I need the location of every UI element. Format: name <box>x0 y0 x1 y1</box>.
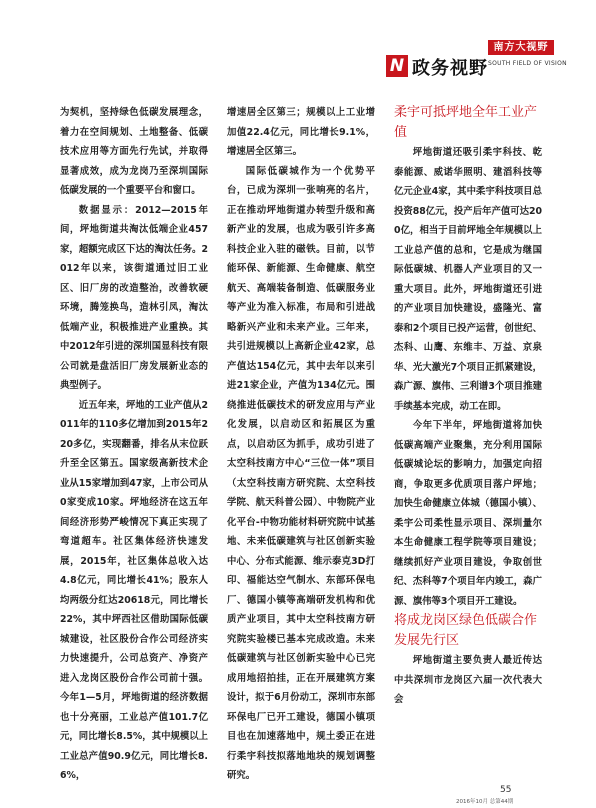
paragraph: 近五年来，坪地的工业产值从2011年的110多亿增加到2015年220多亿，实现翻番，排名从末位跃升至全区第五。国家级高新技术企业从15家增加到47家，上市公司从0家变成10家。坪地经济在这五年间经济形势严峻情况下真正实现了弯道超车。社区集体经济快速发展，2015年，社区集体总收入达4.8亿元，同比增长41%；股东人均两级分红达20618元，同比增长22%，其中坪西社区借助国际低碳城建设，社区股份合作公司经济实力快速提升，公司总资产、净资产进入龙岗区股份合作公司前十强。今年1—5月，坪地街道的经济数据也十分亮丽，工业总产值101.7亿元，同比增长8.5%，其中规模以上工业总产值90.9亿元，同比增长8.6%， <box>60 399 208 781</box>
paragraph: 坪地街道还吸引柔宇科技、乾泰能源、威诺华照明、建滔科技等亿元企业4家，其中柔宇科技项目总投资88亿元，投产后年产值可达200亿，相当于目前坪地全年规模以上工业总产值的总和，它是成为继国际低碳城、机器人产业项目的又一重大项目。此外，坪地街道还引进的产业项目加快建设，盛隆光、富泰和2个项目已投产运营，创世纪、杰科、山鹰、东维丰、万益、京泉华、光大激光7个项目正抓紧建设，森广源、旗伟、三利谱3个项目推建手续基本完成，动工在即。 <box>394 147 542 412</box>
issue-info: 2016年10月 总第44期 <box>456 799 514 805</box>
section-logo <box>386 40 567 80</box>
page-number: 55 <box>500 785 512 795</box>
section-heading: 将成龙岗区绿色低碳合作发展先行区 <box>394 613 538 648</box>
paragraph: 增速居全区第三；规模以上工业增加值22.4亿元，同比增长9.1%，增速居全区第三。 <box>227 107 375 157</box>
section-title: 政务视野 <box>412 58 488 79</box>
region-english: SOUTH FIELD OF VISION <box>488 60 567 67</box>
column-3 <box>394 103 542 710</box>
column-1 <box>60 103 208 786</box>
paragraph: 坪地街道主要负责人最近传达中共深圳市龙岗区六届一次代表大会 <box>394 655 542 705</box>
column-2 <box>227 103 375 786</box>
paragraph: 今年下半年，坪地街道将加快低碳高端产业聚集，充分利用国际低碳城论坛的影响力，加强定向招商，争取更多优质项目落户坪地；加快生命健康立体城（德国小镇）、柔宇公司柔性显示项目、深圳量尔本生命健康工程学院等项目建设；继续抓好产业项目建设，争取创世纪、杰科等7个项目年内竣工，森广源、旗伟等3个项目开工建设。 <box>394 420 542 607</box>
paragraph: 数据显示：2012—2015年间，坪地街道共淘汰低端企业457家，超额完成区下达的淘汰任务。2012年以来，该街道通过旧工业区、旧厂房的改造整治，改善软硬环境，腾笼换鸟，造林引凤，淘汰低端产业，积极推进产业重换。其中2012年引进的深圳国显科技有限公司就是盘活旧厂房发展新业态的典型例子。 <box>60 204 208 391</box>
paragraph: 为契机，坚持绿色低碳发展理念，着力在空间规划、土地整备、低碳技术应用等方面先行先试，并取得显著成效，成为龙岗乃至深圳国际低碳发展的一个重要平台和窗口。 <box>60 107 208 196</box>
section-heading: 柔宇可抵坪地全年工业产值 <box>394 105 538 140</box>
region-badge: 南方大视野 <box>488 40 554 55</box>
paragraph: 国际低碳城作为一个优势平台，已成为深圳一张响亮的名片，正在推动坪地街道办转型升级和高新产业的发展，也成为吸引许多高科技企业入驻的磁铁。目前，以节能环保、新能源、生命健康、航空航天、高端装备制造、低碳服务业等产业为准入标准，布局和引进战略新兴产业和未来产业。三年来，共引进规模以上高新企业42家，总产值达154亿元，其中去年以来引进21家企业，产值为134亿元。围绕推进低碳技术的研发应用与产业化发展，以启动区和拓展区为重点，以启动区为抓手，成功引进了太空科技南方中心“三位一体”项目（太空科技南方研究院、太空科技学院、航天科普公园）、中物院产业化平台-中物功能材料研究院中试基地、未来低碳建筑与社区创新实验中心、分布式能源、维示泰克3D打印、福能达空气制水、东部环保电厂、德国小镇等高端研发机构和优质产业项目，其中太空科技南方研究院实验楼已基本完成改造。未来低碳建筑与社区创新实验中心已完成用地招拍挂，正在开展建筑方案设计，拟于6月份动工，深圳市东部环保电厂已开工建设，德国小镇项目也在加速落地中，规土委正在进行柔宇科技拟落地地块的规划调整研究。 <box>227 165 375 781</box>
logo-n-icon: N <box>386 55 408 77</box>
